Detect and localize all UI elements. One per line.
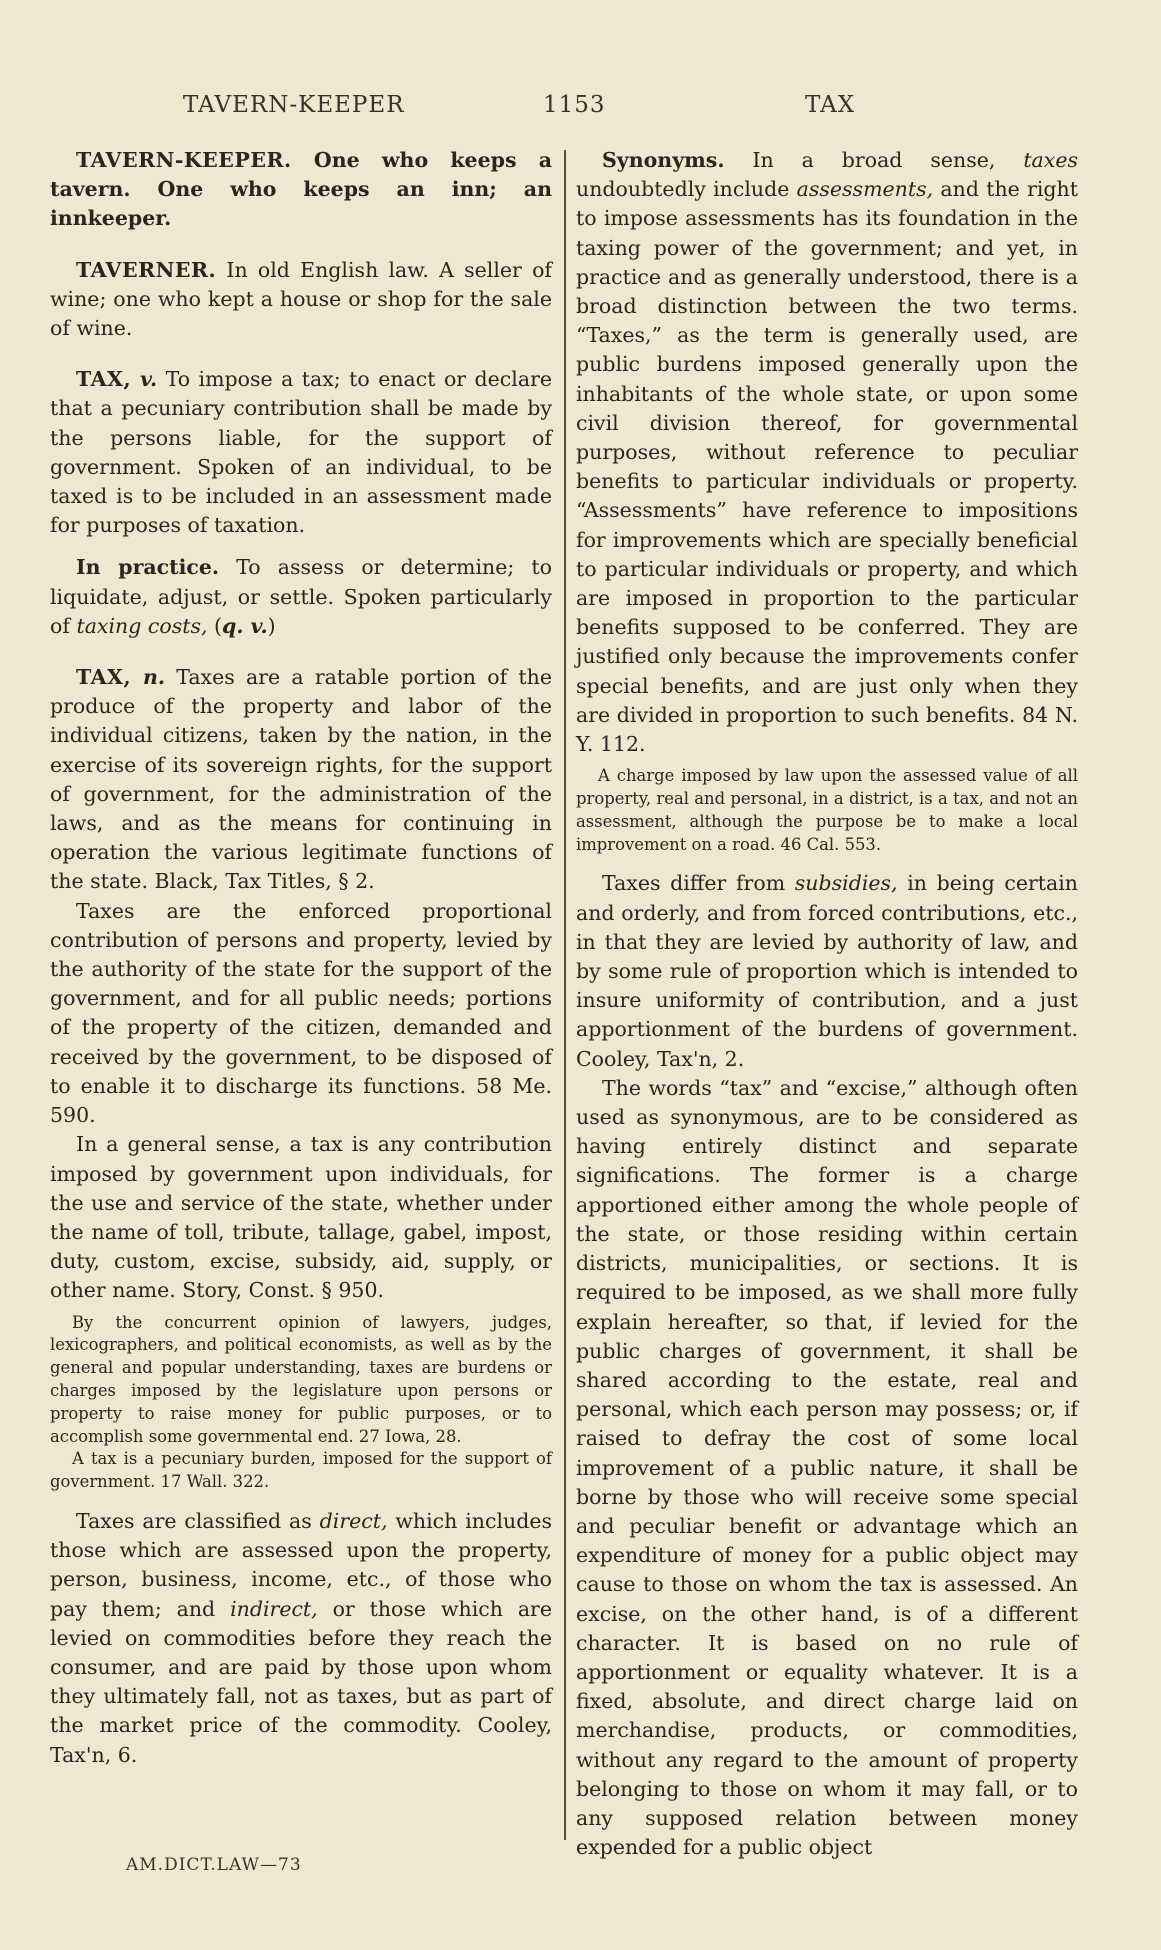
paragraph-synonyms [576,146,1078,759]
paragraph-classified [50,1507,552,1770]
definition-text: In old English law. A seller of wine; one who kept a house or shop for the sale of wine. [50,257,552,341]
paragraph-subsidies [576,869,1078,1073]
left-column [50,146,552,1770]
italic-term: indirect, [230,1596,318,1621]
cross-reference-abbrev: q. v. [222,613,268,638]
paragraph-text: and the right to impose assessments has its foundation in the taxing power of the government; and yet, in practice and as generally understood, there is a broad distinction between the two terms. “Taxes,” as the term is generally used, are public burdens imposed generally upon the inhabitants of the whole state, or upon some civil division thereof, for governmental purposes, without reference to peculiar benefits to particular individuals or property. “Assessments” have reference to impositions for improvements which are specially beneficial to particular individuals or property, and which are imposed in proportion to the particular benefits supposed to be conferred. They are justified only because the improvements confer special benefits, and are just only when they are divided in proportion to such benefits. 84 N. Y. 112. [576,177,1078,757]
italic-term: taxes [1023,148,1078,172]
italic-term: assessments, [796,177,934,202]
running-head-left: TAVERN-KEEPER [183,92,405,118]
headword: TAVERNER. [76,257,217,282]
paragraph-text: in being certain and orderly, and from forced contributions, etc., in that they are levied by authority of law, and by some rule of proportion which is intended to insure uniformity of contribution, and a just apportionment of the burdens of government. Cooley, Tax'n, 2. [576,871,1078,1071]
note-concurrent-opinion: By the concurrent opinion of lawyers, judges, lexicographers, and political economists, as well as by the general and popular understanding, taxes are burdens or charges imposed by the legislature upon persons or property to raise money for public purposes, or to accomplish some governmental end. 27 Iowa, 28. [50,1312,552,1446]
definition-text: To impose a tax; to enact or declare that a pecuniary contribution shall be made by the persons liable, for the support of government. Spoken of an individual, to be taxed is to be included in an assessment made for purposes of taxation. [50,367,553,538]
paragraph-text: which includes those which are assessed upon the property, person, business, income, etc., of those who pay them; and [50,1508,552,1621]
definition-text: ( [207,613,223,638]
part-of-speech: v. [131,367,158,392]
entry-taverner [50,256,552,344]
column-divider [564,150,566,1840]
italic-term: direct, [319,1508,388,1533]
sense-label: In practice. [76,555,220,580]
definition-text: One who keeps a tavern. One who keeps an inn; an innkeeper. [50,148,552,231]
note-pecuniary-burden: A tax is a pecuniary burden, imposed for the support of government. 17 Wall. 322. [50,1449,552,1492]
definition-text: ) [267,613,276,638]
paragraph-text: undoubtedly include [576,177,797,202]
page-number: 1153 [543,92,606,118]
signature-mark: AM.DICT.LAW—73 [126,1855,302,1875]
running-head-right: TAX [805,92,856,118]
headword: TAX, [76,367,132,392]
entry-tavern-keeper [50,146,552,234]
definition-text: Taxes are a ratable portion of the produce of the property and labor of the individual citizens, taken by the nation, in the exercise of its sovereign rights, for the support of government, for the administration of the laws, and as the means for continuing in operation the various legitimate functions of the state. Black, Tax Titles, § 2. [50,665,552,894]
headword: TAVERN-KEEPER. [76,148,292,172]
paragraph-text: Taxes are classified as [76,1508,320,1533]
paragraph-text: Taxes differ from [602,871,795,896]
cross-reference: taxing costs, [76,613,208,638]
note-charge-imposed: A charge imposed by law upon the assessed value of all property, real and personal, in a district, is a tax, and not an assessment, although the purpose be to make a local improvement on a road. 46 Cal. 553. [576,766,1078,854]
paragraph-text: In a broad sense, [724,148,1024,172]
entry-tax-verb-practice [50,553,552,641]
paragraph-general-sense: In a general sense, a tax is any contribution imposed by government upon individuals, for the use and service of the state, whether under the name of toll, tribute, tallage, gabel, impost, duty, custom, excise, subsidy, aid, supply, or other name. Story, Const. § 950. [50,1132,552,1303]
definition-text: To assess or determine; to liquidate, adjust, or settle. Spoken particularly of [50,555,553,638]
sense-label: Synonyms. [602,148,725,172]
headword: TAX, [76,665,132,690]
entry-tax-noun [50,663,552,897]
italic-term: subsidies, [794,871,898,896]
entry-tax-verb [50,365,552,540]
right-column [576,146,1078,1862]
paragraph-enforced: Taxes are the enforced proportional contribution of persons and property, levied by the authority of the state for the support of the government, and for all public needs; portions of the property of the citizen, demanded and received by the government, to be disposed of to enable it to discharge its functions. 58 Me. 590. [50,898,552,1128]
paragraph-text: or those which are levied on commodities before they reach the consumer, and are paid by those upon whom they ultimately fall, not as taxes, but as part of the market price of the commodity. Cooley, Tax'n, 6. [50,1596,552,1767]
paragraph-tax-excise: The words “tax” and “excise,” although often used as synonymous, are to be considered as having entirely distinct and separate significations. The former is a charge apportioned either among the whole people of the state, or those residing within certain districts, municipalities, or sections. It is required to be imposed, as we shall more fully explain hereafter, so that, if levied for the public charges of government, it shall be shared according to the estate, real and personal, which each person may possess; or, if raised to defray the cost of some local improvement of a public nature, it shall be borne by those who will receive some special and peculiar benefit or advantage which an expenditure of money for a public object may cause to those on whom the tax is assessed. An excise, on the other hand, is of a different character. It is based on no rule of apportionment or equality whatever. It is a fixed, absolute, and direct charge laid on merchandise, products, or commodities, without any regard to the amount of property belonging to those on whom it may fall, or to any supposed relation between money expended for a public object [576,1075,1078,1860]
part-of-speech: n. [131,665,165,690]
